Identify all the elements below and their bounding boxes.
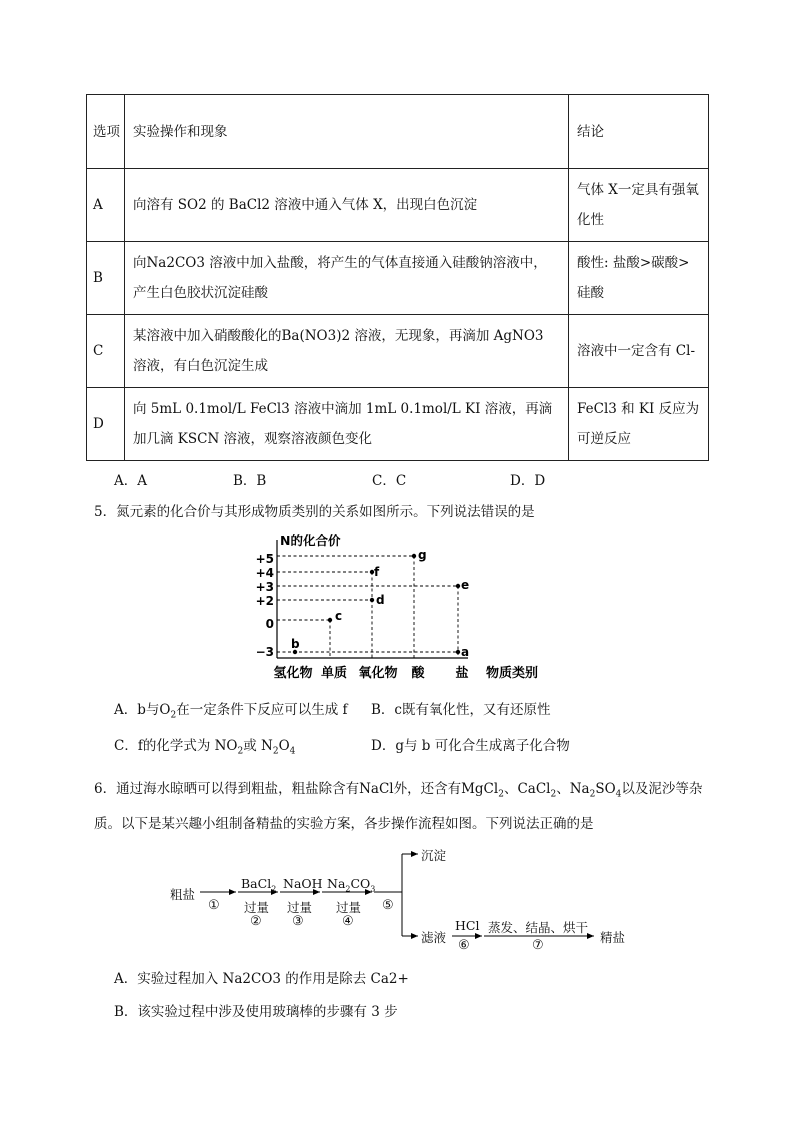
x-axis-label: 物质类别 (485, 666, 539, 681)
row-conclusion: 气体 X一定具有强氧化性 (569, 169, 709, 242)
flow-reagent-bacl2: BaCl$_2$ (241, 876, 277, 894)
flow-precipitate: 沉淀 (421, 848, 447, 863)
flow-product: 精盐 (600, 930, 626, 945)
q5-option-c[interactable]: C．f的化学式为 $NO_2$或 $N_2O_4$ (114, 738, 296, 757)
choice-b[interactable]: B．B (233, 473, 267, 489)
x-category: 盐 (455, 666, 469, 681)
row-operation: 向溶有 SO2 的 BaCl2 溶液中通入气体 X，出现白色沉淀 (125, 169, 569, 242)
y-tick: +2 (255, 594, 274, 608)
table-header-row (87, 95, 709, 169)
header-option: 选项 (87, 95, 125, 169)
point-label: g (418, 548, 427, 562)
step-6: ⑥ (458, 938, 470, 953)
q6-stem-line2: 质。以下是某兴趣小组制备精盐的实验方案，各步操作流程如图。下列说法正确的是 (94, 816, 594, 832)
q6-stem-line1: 6．通过海水晾晒可以得到粗盐，粗盐除含有NaCl外，还含有MgCl$_2$、CaCl$_2$、$Na_2SO_4$以及泥沙等杂 (94, 781, 703, 800)
nitrogen-valence-chart (250, 528, 560, 686)
x-category: 氢化物 (273, 666, 313, 681)
step-1: ① (208, 898, 220, 913)
flow-excess: 过量 (287, 900, 313, 915)
step-5: ⑤ (382, 898, 394, 913)
flow-excess: 过量 (244, 900, 270, 915)
x-category: 酸 (411, 666, 425, 681)
row-conclusion: 酸性: 盐酸>碳酸>硅酸 (569, 242, 709, 315)
y-axis-label: N的化合价 (280, 533, 341, 548)
header-conclusion: 结论 (569, 95, 709, 169)
step-2: ② (250, 914, 262, 929)
point-label: d (376, 593, 385, 607)
point-c (328, 618, 332, 622)
row-operation: 某溶液中加入硝酸酸化的Ba(NO3)2 溶液，无现象，再滴加 AgNO3 溶液，有白色沉淀生成 (125, 315, 569, 388)
q5-stem: 5．氮元素的化合价与其形成物质类别的关系如图所示。下列说法错误的是 (94, 504, 535, 520)
point-label: b (291, 637, 300, 651)
table-row (87, 169, 709, 242)
point-label: e (461, 578, 470, 592)
q6-option-a[interactable]: A．实验过程加入 Na2CO3 的作用是除去 Ca2+ (114, 971, 409, 987)
flow-start: 粗盐 (170, 887, 196, 902)
row-option: D (87, 388, 125, 461)
flow-hcl: HCl (455, 918, 480, 933)
table-row (87, 242, 709, 315)
row-operation: 向Na2CO3 溶液中加入盐酸，将产生的气体直接通入硅酸钠溶液中，产生白色胶状沉淀硅酸 (125, 242, 569, 315)
point-d (370, 598, 374, 602)
table-row (87, 315, 709, 388)
row-operation: 向 5mL 0.1mol/L FeCl3 溶液中滴加 1mL 0.1mol/L KI 溶液，再滴加几滴 KSCN 溶液，观察溶液颜色变化 (125, 388, 569, 461)
choice-a[interactable]: A．A (114, 473, 147, 489)
y-tick: −3 (255, 645, 274, 659)
row-conclusion: 溶液中一定含有 Cl- (569, 315, 709, 388)
point-label: a (461, 645, 470, 659)
flow-excess: 过量 (336, 900, 362, 915)
row-option: C (87, 315, 125, 388)
header-operation: 实验操作和现象 (125, 95, 569, 169)
row-option: B (87, 242, 125, 315)
x-category: 氧化物 (358, 666, 398, 681)
q5-option-d[interactable]: D．g与 b 可化合生成离子化合物 (371, 738, 570, 754)
step-4: ④ (342, 914, 354, 929)
q5-option-b[interactable]: B．c既有氧化性，又有还原性 (371, 702, 551, 718)
y-tick: +5 (255, 552, 274, 566)
choice-d[interactable]: D．D (510, 473, 546, 489)
x-category: 单质 (320, 666, 348, 681)
point-e (456, 584, 460, 588)
y-tick: +3 (255, 580, 274, 594)
flow-operations: 蒸发、结晶、烘干 (488, 920, 589, 935)
point-a (456, 650, 460, 654)
point-g (412, 554, 416, 558)
flow-filtrate: 滤液 (421, 930, 447, 945)
y-tick: 0 (265, 617, 274, 631)
row-option: A (87, 169, 125, 242)
table-row (87, 388, 709, 461)
flow-reagent-na2co3: $Na_2CO_3$ (327, 876, 376, 894)
row-conclusion: FeCl3 和 KI 反应为可逆反应 (569, 388, 709, 461)
q5-option-a[interactable]: A．b与$O_2$在一定条件下反应可以生成 f (114, 702, 348, 721)
point-label: c (335, 609, 343, 623)
choice-c[interactable]: C．C (372, 473, 407, 489)
q6-option-b[interactable]: B．该实验过程中涉及使用玻璃棒的步骤有 3 步 (114, 1004, 398, 1020)
experiment-table (86, 94, 709, 461)
step-7: ⑦ (532, 938, 544, 953)
y-tick: +4 (255, 566, 274, 580)
step-3: ③ (292, 914, 304, 929)
point-label: f (374, 565, 380, 579)
flow-reagent-naoh: NaOH (283, 876, 323, 891)
